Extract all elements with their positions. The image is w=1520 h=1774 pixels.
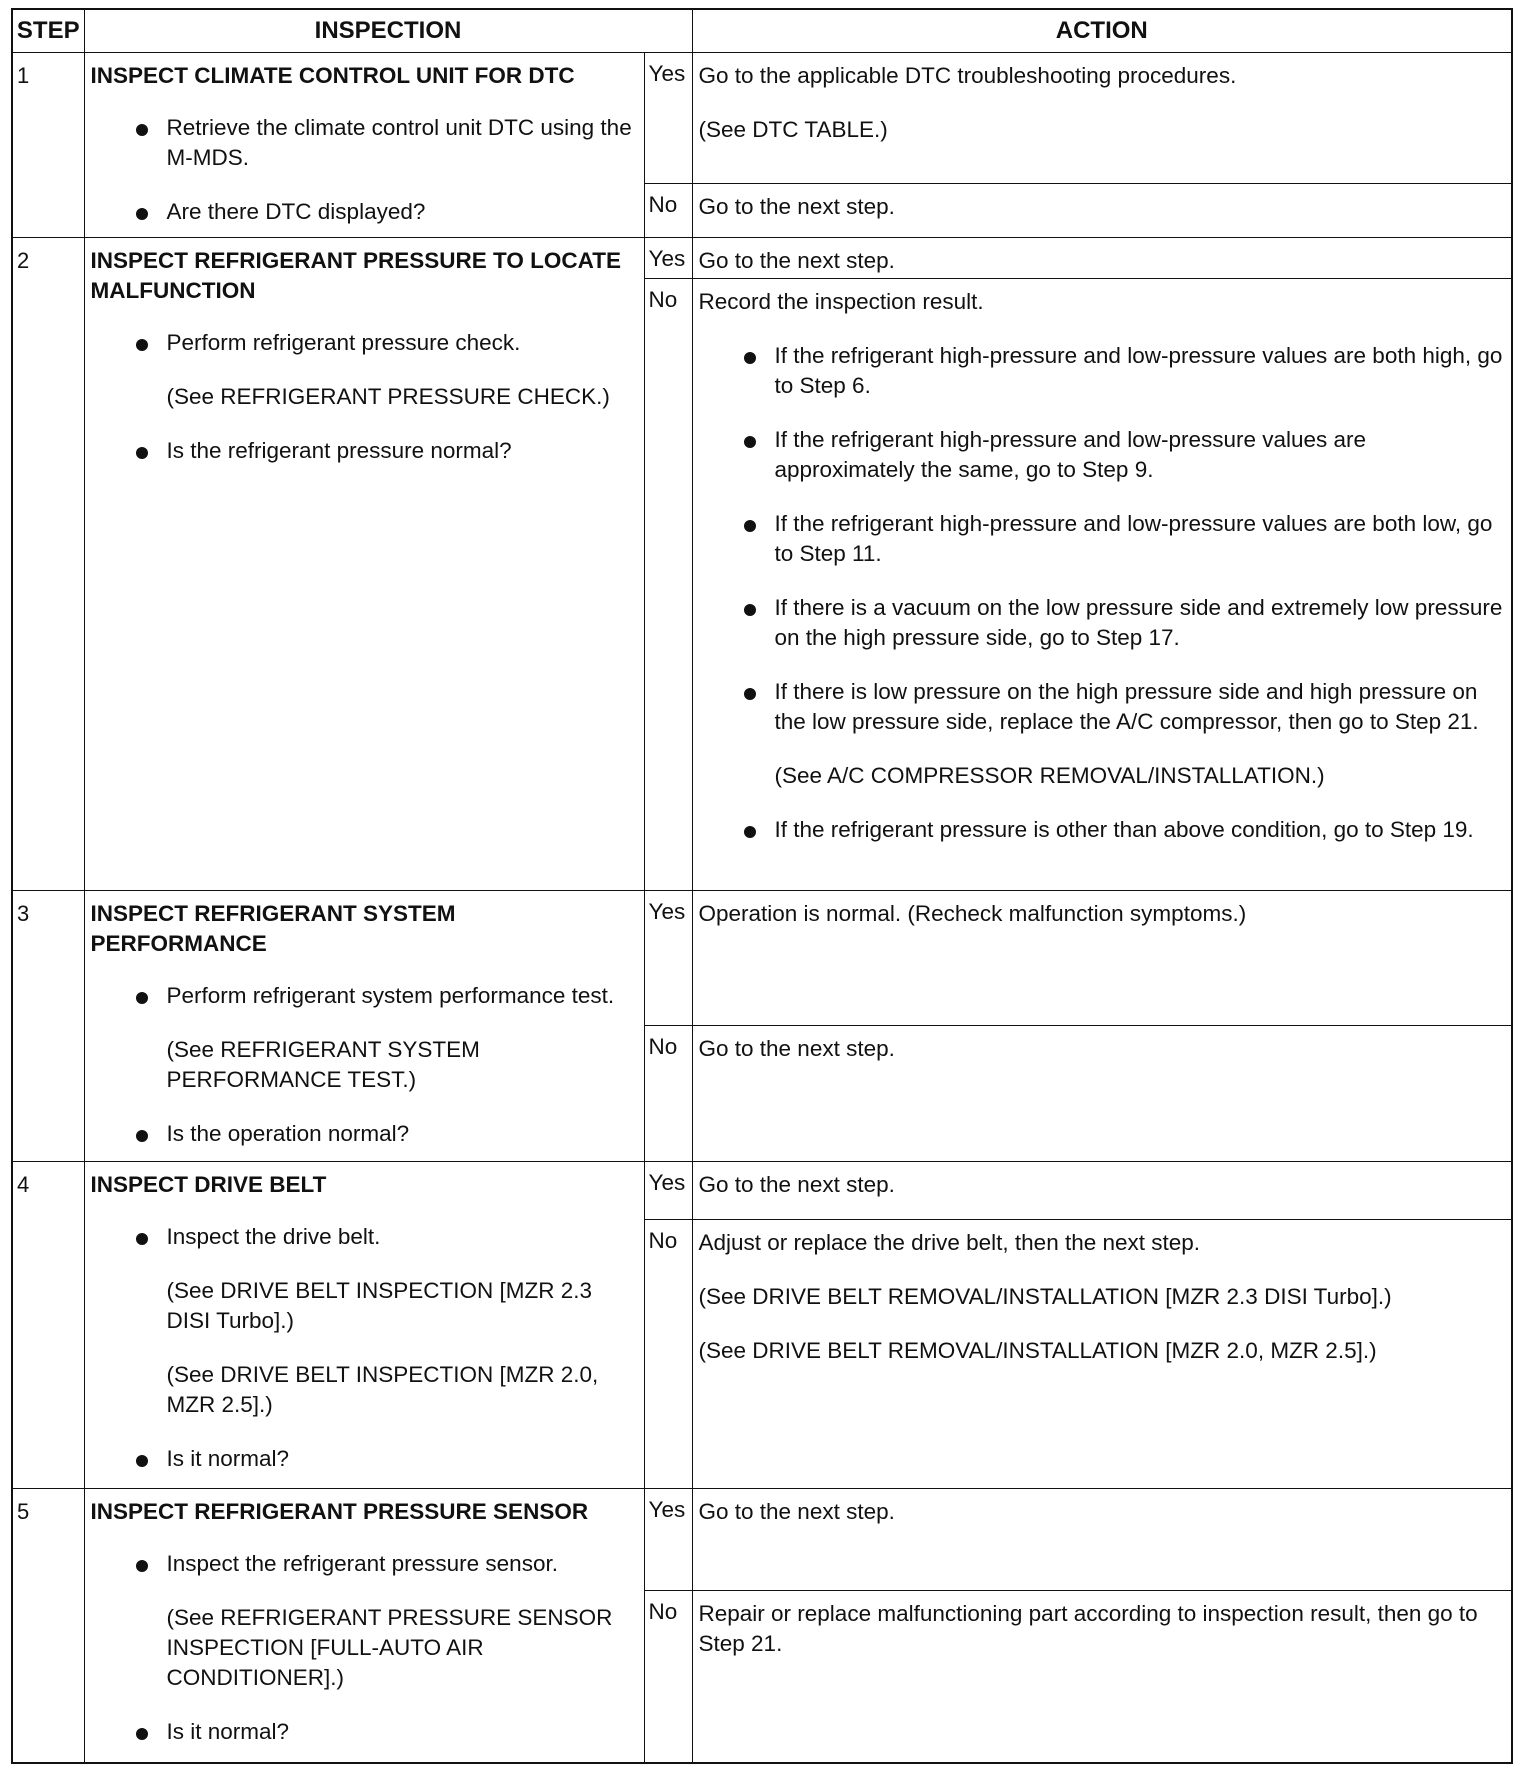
action-text: Go to the next step.	[698, 194, 895, 220]
bullet-item: If there is a vacuum on the low pressure side and extremely low pressure on the high pressure side, go to Step 17.	[699, 593, 1504, 653]
yes-label: Yes	[644, 238, 692, 278]
bullet-item: If the refrigerant high-pressure and low-pressure values are both high, go to Step 6.	[699, 341, 1504, 401]
bullet-item: Is it normal?	[91, 1444, 636, 1474]
action-text: Go to the applicable DTC troubleshooting procedures.	[698, 62, 1237, 88]
reference-note: (See REFRIGERANT PRESSURE CHECK.)	[166, 384, 610, 410]
action-cell	[692, 238, 1512, 278]
no-label: No	[644, 1219, 692, 1488]
troubleshooting-table	[11, 8, 1513, 1764]
action-text: Operation is normal. (Recheck malfunction symptoms.)	[698, 901, 1247, 927]
inspection-cell	[84, 1162, 644, 1489]
bullet-item: If the refrigerant pressure is other than above condition, go to Step 19.	[699, 815, 1504, 845]
yes-label: Yes	[644, 1162, 692, 1220]
action-text: Go to the next step.	[698, 248, 895, 274]
bullet-item: Is the refrigerant pressure normal?	[91, 436, 636, 466]
step-number: 5	[12, 1489, 84, 1763]
inspection-title: INSPECT REFRIGERANT PRESSURE TO LOCATE MALFUNCTION	[90, 248, 621, 304]
inspection-title: INSPECT CLIMATE CONTROL UNIT FOR DTC	[90, 62, 575, 88]
action-text: Go to the next step.	[698, 1172, 895, 1198]
action-cell	[692, 1591, 1512, 1763]
inspection-title: INSPECT DRIVE BELT	[90, 1172, 327, 1198]
table-row	[12, 1162, 1512, 1220]
action-reference: (See DTC TABLE.)	[698, 116, 888, 142]
action-text: Repair or replace malfunctioning part according to inspection result, then go to Step 21.	[698, 1601, 1478, 1657]
action-text: Go to the next step.	[698, 1499, 895, 1525]
no-label: No	[644, 1026, 692, 1162]
table-row	[12, 238, 1512, 278]
header-action: ACTION	[692, 9, 1512, 52]
action-text: Adjust or replace the drive belt, then the next step.	[698, 1229, 1201, 1255]
yes-label: Yes	[644, 52, 692, 184]
step-number: 3	[12, 891, 84, 1162]
yes-label: Yes	[644, 1489, 692, 1591]
header-row	[12, 9, 1512, 52]
inspection-cell	[84, 1489, 644, 1763]
bullet-item: If the refrigerant high-pressure and low-pressure values are approximately the same, go to Step 9.	[699, 425, 1504, 485]
table-row	[12, 52, 1512, 184]
action-cell	[692, 1162, 1512, 1220]
no-label: No	[644, 278, 692, 891]
reference-note: (See REFRIGERANT PRESSURE SENSOR INSPECTION [FULL-AUTO AIR CONDITIONER].)	[166, 1605, 613, 1691]
inspection-cell	[84, 238, 644, 891]
inspection-cell	[84, 52, 644, 238]
inspection-title: INSPECT REFRIGERANT SYSTEM PERFORMANCE	[90, 901, 456, 957]
no-label: No	[644, 184, 692, 238]
bullet-item: If the refrigerant high-pressure and low-pressure values are both low, go to Step 11.	[699, 509, 1504, 569]
action-reference: (See DRIVE BELT REMOVAL/INSTALLATION [MZR 2.0, MZR 2.5].)	[698, 1337, 1377, 1363]
action-cell	[692, 278, 1512, 891]
bullet-item: Perform refrigerant pressure check.	[91, 328, 636, 358]
bullet-item: Retrieve the climate control unit DTC using the M-MDS.	[91, 113, 636, 173]
step-number: 1	[12, 52, 84, 238]
reference-note: (See DRIVE BELT INSPECTION [MZR 2.3 DISI Turbo].)	[166, 1278, 593, 1334]
action-reference: (See DRIVE BELT REMOVAL/INSTALLATION [MZR 2.3 DISI Turbo].)	[698, 1283, 1392, 1309]
bullet-item: Are there DTC displayed?	[91, 197, 636, 227]
action-cell	[692, 1219, 1512, 1488]
bullet-item: Inspect the refrigerant pressure sensor.	[91, 1549, 636, 1579]
action-cell	[692, 891, 1512, 1026]
header-inspection: INSPECTION	[84, 9, 692, 52]
bullet-item: If there is low pressure on the high pressure side and high pressure on the low pressure side, replace the A/C compressor, then go to Step 21.	[699, 677, 1504, 737]
reference-note: (See REFRIGERANT SYSTEM PERFORMANCE TEST.)	[166, 1037, 480, 1093]
no-label: No	[644, 1591, 692, 1763]
bullet-item: Inspect the drive belt.	[91, 1222, 636, 1252]
action-cell	[692, 52, 1512, 184]
bullet-item: Perform refrigerant system performance test.	[91, 981, 636, 1011]
action-cell	[692, 1489, 1512, 1591]
header-step: STEP	[12, 9, 84, 52]
action-text: Go to the next step.	[698, 1036, 895, 1062]
reference-note: (See A/C COMPRESSOR REMOVAL/INSTALLATION.)	[774, 762, 1325, 788]
table-row	[12, 1489, 1512, 1591]
action-text: Record the inspection result.	[698, 288, 984, 314]
bullet-item: Is it normal?	[91, 1717, 636, 1747]
step-number: 2	[12, 238, 84, 891]
troubleshooting-page	[11, 8, 1511, 1764]
inspection-title: INSPECT REFRIGERANT PRESSURE SENSOR	[90, 1499, 589, 1525]
reference-note: (See DRIVE BELT INSPECTION [MZR 2.0, MZR 2.5].)	[166, 1362, 599, 1418]
table-row	[12, 891, 1512, 1026]
inspection-cell	[84, 891, 644, 1162]
step-number: 4	[12, 1162, 84, 1489]
yes-label: Yes	[644, 891, 692, 1026]
bullet-item: Is the operation normal?	[91, 1119, 636, 1149]
action-cell	[692, 1026, 1512, 1162]
action-cell	[692, 184, 1512, 238]
